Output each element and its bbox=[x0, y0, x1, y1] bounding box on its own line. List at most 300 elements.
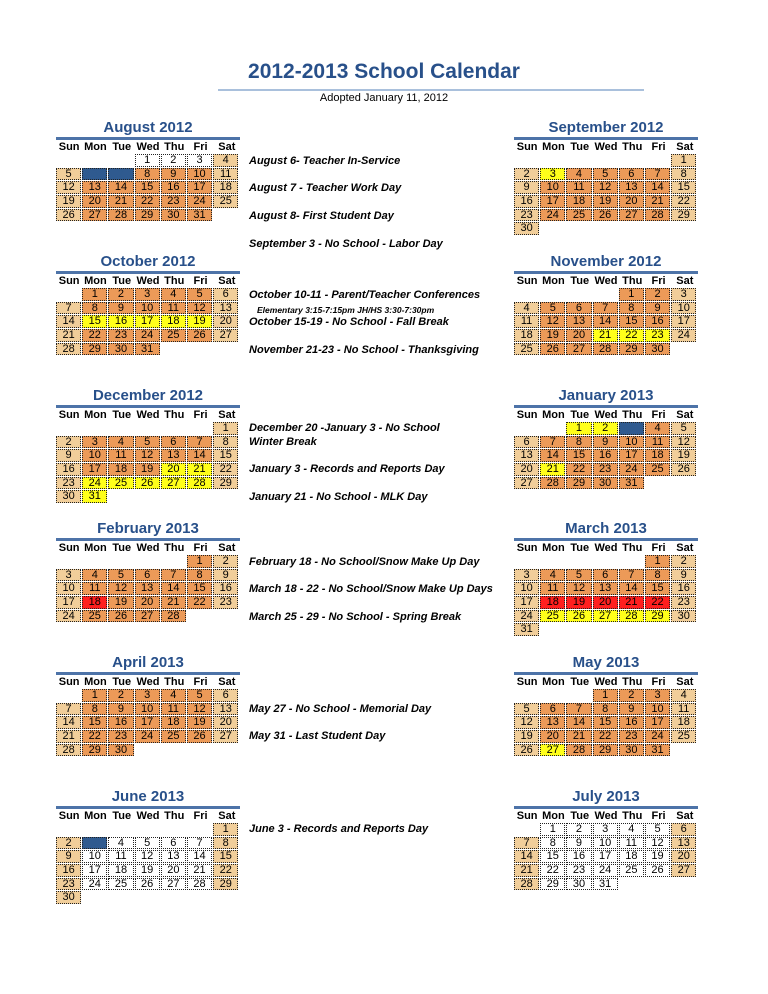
day-cell: 15 bbox=[135, 181, 160, 194]
day-cell: 25 bbox=[540, 610, 565, 623]
empty-cell bbox=[566, 689, 591, 702]
day-cell: 26 bbox=[566, 610, 591, 623]
weekday-label: Wed bbox=[136, 141, 160, 153]
month-title: May 2013 bbox=[572, 654, 640, 671]
day-grid bbox=[514, 689, 698, 756]
day-cell: 9 bbox=[108, 703, 133, 716]
month-september-2012 bbox=[514, 118, 698, 235]
day-cell: 1 bbox=[187, 555, 212, 568]
day-cell: 27 bbox=[82, 209, 107, 222]
day-cell: 5 bbox=[671, 422, 696, 435]
day-cell: 21 bbox=[514, 864, 539, 877]
day-cell: 9 bbox=[108, 302, 133, 315]
weekday-label: Wed bbox=[136, 409, 160, 421]
day-cell: 7 bbox=[161, 569, 186, 582]
day-cell: 5 bbox=[566, 569, 591, 582]
day-cell: 6 bbox=[213, 288, 238, 301]
empty-cell bbox=[514, 555, 539, 568]
day-cell: 24 bbox=[645, 730, 670, 743]
month-divider bbox=[514, 271, 698, 274]
day-cell: 30 bbox=[671, 610, 696, 623]
day-cell: 18 bbox=[82, 596, 107, 609]
event-note: May 31 - Last Student Day bbox=[249, 730, 386, 742]
day-cell: 11 bbox=[108, 850, 133, 863]
day-cell: 28 bbox=[56, 343, 81, 356]
event-note: May 27 - No School - Memorial Day bbox=[249, 703, 432, 715]
day-cell: 10 bbox=[514, 582, 539, 595]
weekday-label: Wed bbox=[594, 275, 618, 287]
day-cell: 4 bbox=[108, 837, 133, 850]
weekday-header bbox=[514, 409, 698, 422]
day-cell: 11 bbox=[514, 315, 539, 328]
day-cell: 9 bbox=[671, 569, 696, 582]
month-january-2013 bbox=[514, 386, 698, 489]
empty-cell bbox=[161, 555, 186, 568]
day-cell: 19 bbox=[187, 315, 212, 328]
day-cell: 8 bbox=[82, 703, 107, 716]
day-cell: 20 bbox=[213, 716, 238, 729]
day-cell: 7 bbox=[540, 436, 565, 449]
day-cell: 23 bbox=[108, 329, 133, 342]
weekday-label: Sun bbox=[516, 542, 538, 554]
day-cell: 8 bbox=[566, 436, 591, 449]
day-cell: 2 bbox=[56, 837, 81, 850]
month-february-2013 bbox=[56, 519, 240, 622]
day-cell: 14 bbox=[566, 716, 591, 729]
month-may-2013 bbox=[514, 653, 698, 756]
month-divider bbox=[56, 672, 240, 675]
weekday-label: Sat bbox=[218, 810, 236, 822]
day-cell: 2 bbox=[108, 288, 133, 301]
event-note: February 18 - No School/Snow Make Up Day bbox=[249, 556, 480, 568]
day-cell: 31 bbox=[135, 343, 160, 356]
day-cell: 1 bbox=[671, 154, 696, 167]
month-title: April 2013 bbox=[112, 654, 184, 671]
day-cell: 24 bbox=[135, 329, 160, 342]
day-cell: 6 bbox=[82, 168, 107, 181]
weekday-label: Fri bbox=[651, 409, 666, 421]
day-cell: 10 bbox=[135, 302, 160, 315]
weekday-label: Fri bbox=[193, 810, 208, 822]
day-cell: 10 bbox=[540, 181, 565, 194]
day-cell: 15 bbox=[187, 582, 212, 595]
day-cell: 18 bbox=[108, 463, 133, 476]
day-cell: 31 bbox=[82, 490, 107, 503]
month-title: June 2013 bbox=[111, 788, 185, 805]
day-cell: 13 bbox=[671, 837, 696, 850]
day-cell: 20 bbox=[540, 730, 565, 743]
weekday-label: Tue bbox=[112, 542, 132, 554]
day-cell: 6 bbox=[135, 569, 160, 582]
weekday-label: Fri bbox=[651, 676, 666, 688]
day-cell: 22 bbox=[213, 463, 238, 476]
event-note: March 18 - 22 - No School/Snow Make Up Days bbox=[249, 583, 493, 595]
weekday-header bbox=[514, 810, 698, 823]
day-cell: 15 bbox=[645, 582, 670, 595]
weekday-label: Tue bbox=[112, 141, 132, 153]
day-cell: 24 bbox=[593, 864, 618, 877]
day-cell: 31 bbox=[645, 744, 670, 757]
day-cell: 24 bbox=[82, 878, 107, 891]
empty-cell bbox=[514, 422, 539, 435]
day-cell: 3 bbox=[187, 154, 212, 167]
day-cell: 25 bbox=[82, 610, 107, 623]
day-cell: 27 bbox=[514, 477, 539, 490]
weekday-header bbox=[56, 141, 240, 154]
weekday-header bbox=[56, 542, 240, 555]
empty-cell bbox=[593, 555, 618, 568]
day-cell: 1 bbox=[213, 422, 238, 435]
empty-cell bbox=[108, 422, 133, 435]
day-cell: 10 bbox=[645, 703, 670, 716]
weekday-label: Fri bbox=[651, 141, 666, 153]
weekday-label: Wed bbox=[136, 676, 160, 688]
weekday-label: Mon bbox=[84, 275, 107, 287]
event-note: Elementary 3:15-7:15pm JH/HS 3:30-7:30pm bbox=[257, 305, 435, 315]
empty-cell bbox=[56, 154, 81, 167]
day-cell: 1 bbox=[566, 422, 591, 435]
empty-cell bbox=[82, 154, 107, 167]
day-cell: 2 bbox=[619, 689, 644, 702]
day-cell: 22 bbox=[187, 596, 212, 609]
day-cell: 19 bbox=[108, 596, 133, 609]
day-cell: 21 bbox=[593, 329, 618, 342]
day-cell: 24 bbox=[619, 463, 644, 476]
day-cell: 10 bbox=[619, 436, 644, 449]
day-cell: 23 bbox=[619, 730, 644, 743]
day-cell: 13 bbox=[82, 181, 107, 194]
day-cell: 27 bbox=[161, 878, 186, 891]
day-cell: 14 bbox=[540, 449, 565, 462]
weekday-label: Thu bbox=[622, 141, 643, 153]
day-cell: 30 bbox=[593, 477, 618, 490]
weekday-label: Sat bbox=[676, 542, 694, 554]
day-grid bbox=[56, 422, 240, 503]
month-title: October 2012 bbox=[100, 253, 196, 270]
day-cell: 13 bbox=[566, 315, 591, 328]
empty-cell bbox=[566, 288, 591, 301]
day-cell: 30 bbox=[514, 222, 539, 235]
day-cell: 1 bbox=[645, 555, 670, 568]
weekday-label: Sat bbox=[218, 409, 236, 421]
day-cell: 31 bbox=[593, 878, 618, 891]
event-note: November 21-23 - No School - Thanksgiving bbox=[249, 344, 479, 356]
day-cell: 14 bbox=[187, 449, 212, 462]
day-cell: 27 bbox=[213, 329, 238, 342]
event-note: October 10-11 - Parent/Teacher Conferences bbox=[249, 289, 481, 301]
empty-cell bbox=[645, 154, 670, 167]
day-cell: 6 bbox=[161, 436, 186, 449]
day-cell: 28 bbox=[566, 744, 591, 757]
empty-cell bbox=[540, 422, 565, 435]
day-cell: 7 bbox=[593, 302, 618, 315]
day-cell: 25 bbox=[645, 463, 670, 476]
day-cell: 7 bbox=[187, 837, 212, 850]
day-cell: 1 bbox=[540, 823, 565, 836]
day-cell: 22 bbox=[593, 730, 618, 743]
day-cell: 23 bbox=[108, 730, 133, 743]
day-cell: 24 bbox=[187, 195, 212, 208]
day-cell: 25 bbox=[514, 343, 539, 356]
weekday-label: Wed bbox=[136, 275, 160, 287]
day-cell: 5 bbox=[645, 823, 670, 836]
weekday-label: Thu bbox=[164, 676, 185, 688]
day-cell: 12 bbox=[645, 837, 670, 850]
day-cell: 2 bbox=[161, 154, 186, 167]
day-cell: 30 bbox=[161, 209, 186, 222]
day-cell: 23 bbox=[645, 329, 670, 342]
day-cell: 24 bbox=[135, 730, 160, 743]
day-cell: 11 bbox=[82, 582, 107, 595]
day-cell: 9 bbox=[645, 302, 670, 315]
weekday-label: Wed bbox=[594, 810, 618, 822]
day-cell: 18 bbox=[161, 315, 186, 328]
day-cell: 5 bbox=[108, 569, 133, 582]
day-cell: 10 bbox=[187, 168, 212, 181]
weekday-label: Sun bbox=[58, 542, 80, 554]
empty-cell bbox=[82, 555, 107, 568]
day-cell: 2 bbox=[593, 422, 618, 435]
day-cell: 28 bbox=[619, 610, 644, 623]
day-cell: 13 bbox=[593, 582, 618, 595]
day-cell: 20 bbox=[161, 463, 186, 476]
weekday-label: Mon bbox=[542, 409, 565, 421]
day-cell: 31 bbox=[514, 623, 539, 636]
month-october-2012 bbox=[56, 252, 240, 355]
day-grid bbox=[56, 288, 240, 355]
weekday-label: Sun bbox=[58, 409, 80, 421]
day-cell: 6 bbox=[566, 302, 591, 315]
day-cell: 4 bbox=[161, 689, 186, 702]
day-cell: 25 bbox=[566, 209, 591, 222]
day-cell: 23 bbox=[566, 864, 591, 877]
month-title: November 2012 bbox=[550, 253, 662, 270]
day-cell: 6 bbox=[514, 436, 539, 449]
weekday-label: Tue bbox=[112, 409, 132, 421]
weekday-label: Sun bbox=[58, 141, 80, 153]
day-cell: 16 bbox=[566, 850, 591, 863]
day-cell: 11 bbox=[566, 181, 591, 194]
day-cell: 21 bbox=[108, 195, 133, 208]
day-cell: 15 bbox=[540, 850, 565, 863]
empty-cell bbox=[56, 823, 81, 836]
adopted-date: Adopted January 11, 2012 bbox=[319, 92, 449, 104]
weekday-label: Sat bbox=[676, 409, 694, 421]
month-divider bbox=[514, 405, 698, 408]
day-cell: 28 bbox=[645, 209, 670, 222]
weekday-header bbox=[56, 275, 240, 288]
day-cell: 1 bbox=[619, 288, 644, 301]
day-cell: 3 bbox=[514, 569, 539, 582]
day-cell: 5 bbox=[540, 302, 565, 315]
weekday-label: Tue bbox=[570, 141, 590, 153]
weekday-label: Fri bbox=[193, 542, 208, 554]
weekday-label: Thu bbox=[164, 542, 185, 554]
day-cell: 7 bbox=[108, 168, 133, 181]
day-cell: 14 bbox=[619, 582, 644, 595]
day-cell: 3 bbox=[593, 823, 618, 836]
day-cell: 8 bbox=[619, 302, 644, 315]
weekday-label: Sat bbox=[676, 141, 694, 153]
day-cell: 22 bbox=[645, 596, 670, 609]
empty-cell bbox=[566, 555, 591, 568]
weekday-label: Wed bbox=[594, 409, 618, 421]
day-cell: 3 bbox=[56, 569, 81, 582]
day-cell: 19 bbox=[540, 329, 565, 342]
weekday-label: Sat bbox=[218, 275, 236, 287]
day-cell: 14 bbox=[187, 850, 212, 863]
empty-cell bbox=[161, 823, 186, 836]
day-cell: 27 bbox=[135, 610, 160, 623]
day-cell: 26 bbox=[514, 744, 539, 757]
day-cell: 3 bbox=[82, 436, 107, 449]
weekday-label: Thu bbox=[622, 275, 643, 287]
day-cell: 25 bbox=[619, 864, 644, 877]
day-cell: 8 bbox=[135, 168, 160, 181]
weekday-label: Sat bbox=[218, 676, 236, 688]
day-cell: 21 bbox=[187, 463, 212, 476]
day-cell: 1 bbox=[135, 154, 160, 167]
day-cell: 17 bbox=[82, 864, 107, 877]
day-cell: 3 bbox=[671, 288, 696, 301]
day-cell: 20 bbox=[593, 596, 618, 609]
empty-cell bbox=[514, 823, 539, 836]
day-cell: 22 bbox=[671, 195, 696, 208]
day-cell: 2 bbox=[56, 436, 81, 449]
day-cell: 8 bbox=[540, 837, 565, 850]
weekday-label: Mon bbox=[84, 409, 107, 421]
weekday-label: Fri bbox=[651, 810, 666, 822]
day-cell: 16 bbox=[108, 315, 133, 328]
day-cell: 29 bbox=[619, 343, 644, 356]
day-cell: 5 bbox=[514, 703, 539, 716]
day-cell: 19 bbox=[56, 195, 81, 208]
empty-cell bbox=[540, 154, 565, 167]
empty-cell bbox=[108, 555, 133, 568]
day-cell: 30 bbox=[56, 891, 81, 904]
day-grid bbox=[514, 555, 698, 636]
weekday-label: Thu bbox=[164, 141, 185, 153]
day-cell: 17 bbox=[56, 596, 81, 609]
weekday-label: Tue bbox=[570, 542, 590, 554]
day-cell: 18 bbox=[161, 716, 186, 729]
day-cell: 30 bbox=[566, 878, 591, 891]
day-grid bbox=[56, 555, 240, 622]
empty-cell bbox=[161, 422, 186, 435]
day-cell: 23 bbox=[56, 477, 81, 490]
day-cell: 1 bbox=[213, 823, 238, 836]
weekday-header bbox=[514, 542, 698, 555]
day-cell: 4 bbox=[514, 302, 539, 315]
empty-cell bbox=[514, 288, 539, 301]
day-cell: 6 bbox=[619, 168, 644, 181]
day-cell: 4 bbox=[671, 689, 696, 702]
day-cell: 27 bbox=[566, 343, 591, 356]
day-cell: 25 bbox=[161, 329, 186, 342]
day-cell: 28 bbox=[514, 878, 539, 891]
day-grid bbox=[56, 689, 240, 756]
weekday-header bbox=[514, 676, 698, 689]
day-cell: 3 bbox=[619, 422, 644, 435]
day-cell: 11 bbox=[161, 703, 186, 716]
day-cell: 3 bbox=[135, 288, 160, 301]
empty-cell bbox=[593, 154, 618, 167]
day-cell: 29 bbox=[213, 878, 238, 891]
day-cell: 9 bbox=[566, 837, 591, 850]
day-cell: 7 bbox=[56, 703, 81, 716]
day-cell: 17 bbox=[187, 181, 212, 194]
day-cell: 13 bbox=[161, 850, 186, 863]
day-cell: 5 bbox=[135, 436, 160, 449]
month-august-2012 bbox=[56, 118, 240, 221]
event-note: January 21 - No School - MLK Day bbox=[249, 491, 428, 503]
day-cell: 9 bbox=[56, 449, 81, 462]
day-cell: 22 bbox=[619, 329, 644, 342]
day-cell: 24 bbox=[514, 610, 539, 623]
weekday-label: Sat bbox=[676, 676, 694, 688]
day-cell: 26 bbox=[135, 878, 160, 891]
day-cell: 16 bbox=[213, 582, 238, 595]
day-cell: 15 bbox=[566, 449, 591, 462]
weekday-label: Sat bbox=[676, 810, 694, 822]
weekday-label: Fri bbox=[193, 275, 208, 287]
day-cell: 4 bbox=[540, 569, 565, 582]
day-cell: 26 bbox=[108, 610, 133, 623]
day-cell: 4 bbox=[645, 422, 670, 435]
weekday-label: Sat bbox=[218, 141, 236, 153]
day-cell: 8 bbox=[645, 569, 670, 582]
day-cell: 11 bbox=[540, 582, 565, 595]
day-cell: 29 bbox=[645, 610, 670, 623]
month-march-2013 bbox=[514, 519, 698, 636]
day-cell: 23 bbox=[593, 463, 618, 476]
day-cell: 17 bbox=[619, 449, 644, 462]
weekday-label: Tue bbox=[112, 810, 132, 822]
day-cell: 15 bbox=[82, 716, 107, 729]
empty-cell bbox=[108, 823, 133, 836]
day-cell: 3 bbox=[135, 689, 160, 702]
weekday-label: Sun bbox=[516, 141, 538, 153]
weekday-label: Mon bbox=[542, 141, 565, 153]
day-cell: 17 bbox=[135, 315, 160, 328]
day-cell: 16 bbox=[593, 449, 618, 462]
weekday-label: Mon bbox=[84, 810, 107, 822]
weekday-label: Sat bbox=[218, 542, 236, 554]
weekday-label: Wed bbox=[594, 542, 618, 554]
day-cell: 20 bbox=[135, 596, 160, 609]
weekday-label: Wed bbox=[594, 141, 618, 153]
day-cell: 10 bbox=[82, 449, 107, 462]
day-grid bbox=[56, 823, 240, 904]
day-cell: 17 bbox=[135, 716, 160, 729]
day-cell: 12 bbox=[56, 181, 81, 194]
day-cell: 22 bbox=[82, 329, 107, 342]
day-cell: 10 bbox=[593, 837, 618, 850]
day-cell: 28 bbox=[108, 209, 133, 222]
day-cell: 20 bbox=[213, 315, 238, 328]
day-cell: 11 bbox=[671, 703, 696, 716]
day-cell: 5 bbox=[187, 288, 212, 301]
empty-cell bbox=[82, 823, 107, 836]
day-cell: 21 bbox=[566, 730, 591, 743]
day-cell: 8 bbox=[187, 569, 212, 582]
day-cell: 7 bbox=[187, 436, 212, 449]
day-cell: 9 bbox=[619, 703, 644, 716]
day-cell: 22 bbox=[540, 864, 565, 877]
day-cell: 18 bbox=[514, 329, 539, 342]
day-cell: 9 bbox=[161, 168, 186, 181]
empty-cell bbox=[108, 154, 133, 167]
